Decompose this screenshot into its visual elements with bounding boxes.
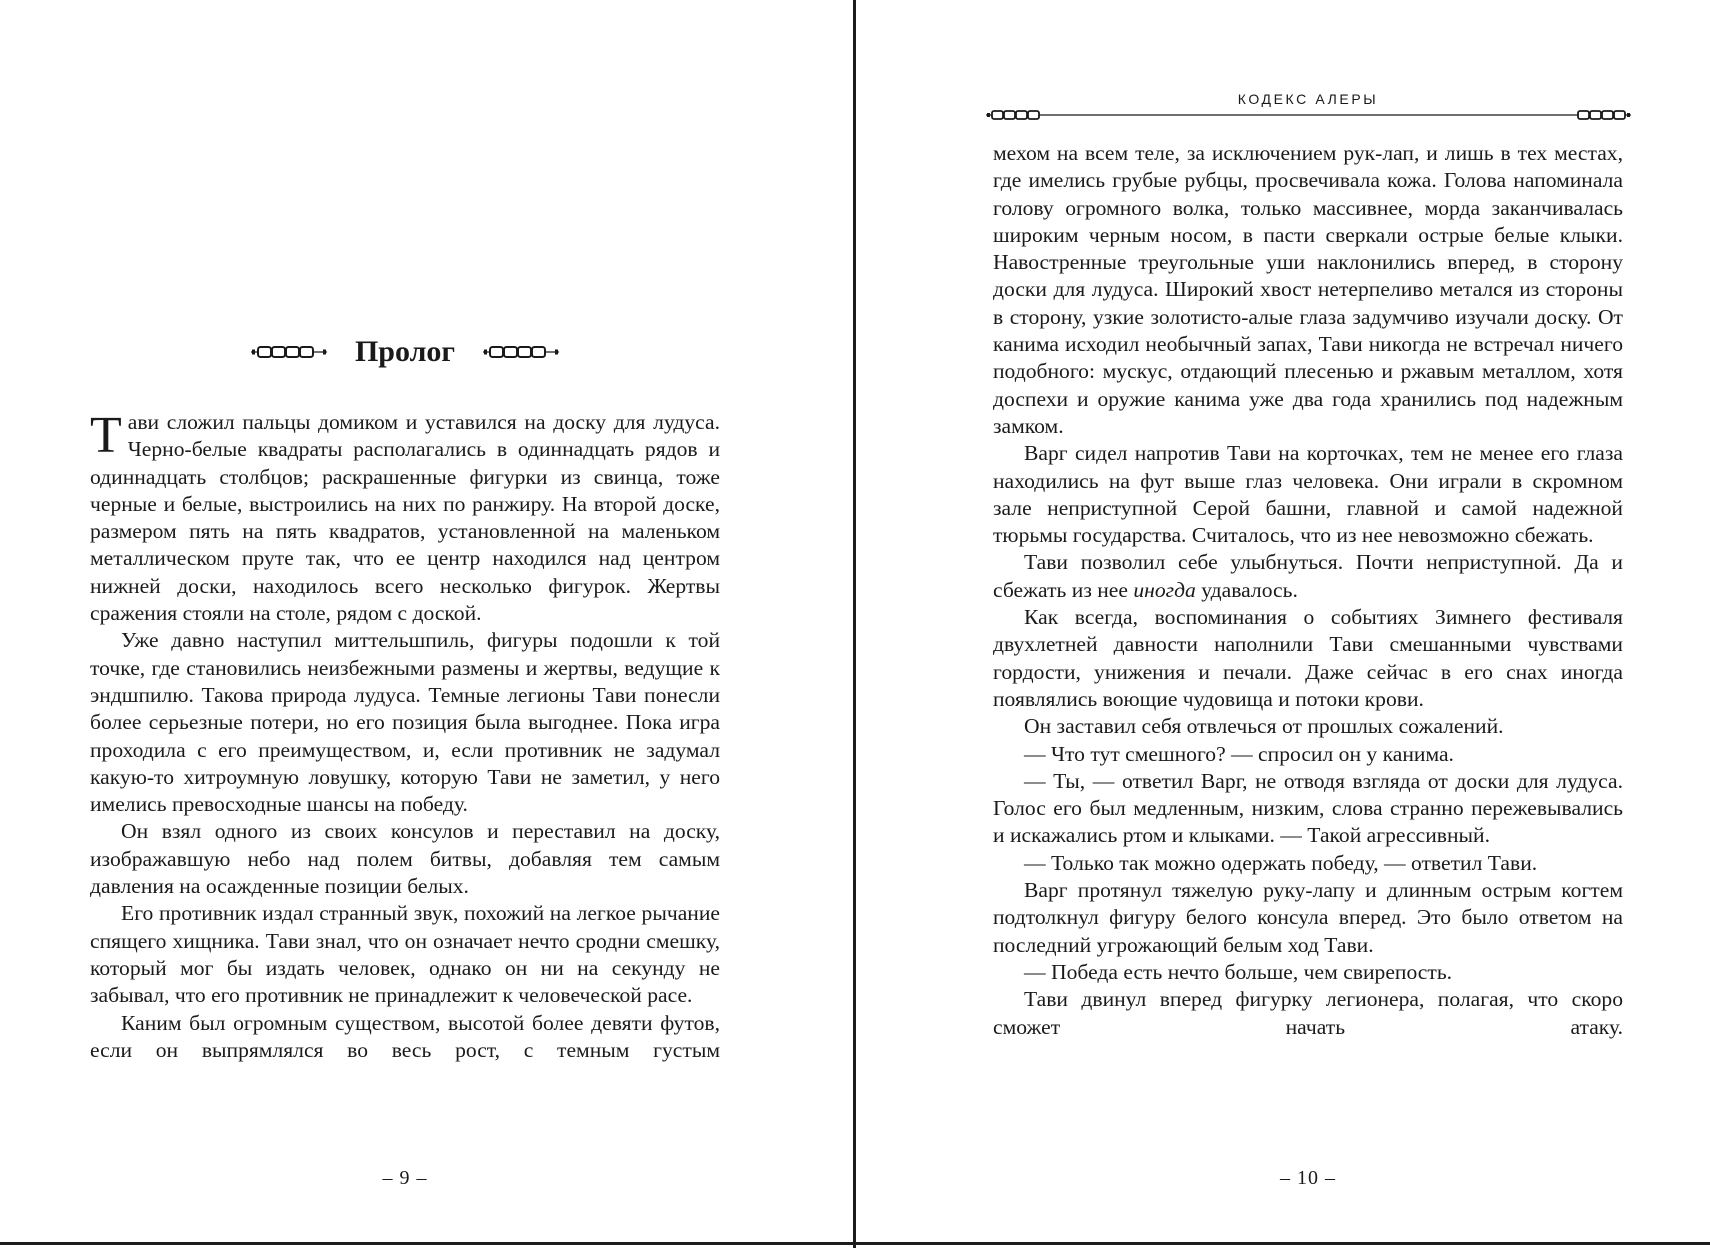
chapter-title: Пролог [354,335,456,368]
paragraph-text: ави сложил пальцы домиком и уставился на доску для лудуса. Черно-белые квадраты располагались в одиннадцать рядов и одиннадцать столбцов; раскрашенные фигурки из свинца, тоже черные и белые, выстроились на них по ранжиру. На второй доске, размером пять на пять квадратов, установленной на маленьком металлическом пруте так, что ее центр находился над центром нижней доски, находилось всего несколько фигурок. Жертвы сражения стояли на столе, рядом с доской. [90,410,720,626]
bottom-edge-line [0,1242,1710,1245]
paragraph: Тави двинул вперед фигурку легионера, полагая, что скоро сможет начать атаку. [993,987,1623,1039]
right-body-text [993,140,1623,1041]
page-number: – 9 – [382,1167,428,1189]
spine-divider [853,0,856,1248]
dialogue-line: — Победа есть нечто больше, чем свирепость. [1024,959,1453,984]
page-number: – 10 – [1280,1167,1336,1189]
paragraph: Он заставил себя отвлечься от прошлых сожалений. [1024,714,1504,739]
paragraph: Он взял одного из своих консулов и переставил на доску, изображавшую небо над полем битвы, добавляя тем самым давления на осажденные позиции белых. [90,819,720,899]
drop-cap: Т [90,407,122,464]
paragraph: Как всегда, воспоминания о событиях Зимнего фестиваля двухлетней давности наполнили Тави смешанными чувствами гордости, унижения и печали. Даже сейчас в его снах иногда появлялись воющие чудовища и потоки крови. [993,605,1623,711]
header-rule-ornament-icon [986,109,1631,121]
paragraph: Варг протянул тяжелую руку-лапу и длинным острым когтем подтолкнул фигуру белого консула вперед. Это было ответом на последний угрожающий белым ход Тави. [993,878,1623,957]
dialogue-line: — Ты, — ответил Варг, не отводя взгляда от доски для лудуса. Голос его был медленным, низким, слова странно пережевывались и искажались ртом и клыками. — Такой агрессивный. [993,768,1623,848]
paragraph: Уже давно наступил миттельшпиль, фигуры подошли к той точке, где становились неизбежными размены и жертвы, ведущие к эндшпилю. Такова природа лудуса. Темные легионы Тави понесли более серьезные потери, но его позиция была выгоднее. Пока игра проходила с его преимуществом, и, если противник не задумал какую-то хитроумную ловушку, которую Тави не заметил, у него имелись превосходные шансы на победу. [90,628,720,817]
dialogue-line: — Что тут смешного? — спросил он у канима. [1024,741,1454,766]
paragraph: Его противник издал странный звук, похожий на легкое рычание спящего хищника. Тави знал, что он означает нечто сродни смешку, который мог бы издать человек, однако он ни на секунду не забывал, что его противник не принадлежит к человеческой расе. [90,901,720,1008]
paragraph [993,549,1623,604]
paragraph: Варг сидел напротив Тави на корточках, тем не менее его глаза находились на фут выше глаз человека. Они играли в скромном зале неприступной Серой башни, главной и самой надежной тюрьмы государства. Считалось, что из нее невозможно сбежать. [993,441,1623,548]
paragraph-text: удавалось. [1195,577,1298,602]
running-head: КОДЕКС АЛЕРЫ [1237,91,1379,107]
paragraph: мехом на всем теле, за исключением рук-лап, и лишь в тех местах, где имелись грубые рубцы, просвечивала кожа. Голова напоминала голову огромного волка, только массивнее, морда заканчивалась широким черным носом, в пасти сверкали острые белые клыки. Навостренные треугольные уши наклонились вперед, в сторону доски для лудуса. Широкий хвост нетерпеливо метался из стороны в сторону, узкие золотисто-алые глаза задумчиво изучали доску. От канима исходил необычный запах, Тави никогда не встречал ничего подобного: мускус, отдающий плесенью и ржавым металлом, хотя доспехи и оружие канима уже два года хранились под надежным замком. [993,141,1623,438]
dialogue-line: — Только так можно одержать победу, — ответил Тави. [1024,850,1538,875]
left-ornament-icon [251,345,327,359]
emphasis-text: иногда [1133,577,1196,602]
right-ornament-icon [483,345,559,359]
paragraph [90,409,720,627]
paragraph: Каним был огромным существом, высотой более девяти футов, если он выпрямлялся во весь рост, с темным густым [90,1010,720,1062]
chapter-heading [90,334,720,370]
right-page [860,0,1710,1248]
left-body-text [90,409,720,1064]
paragraph-text: Тави позволил себе улыбнуться. Почти неприступной. Да и сбежать из нее [993,550,1623,602]
